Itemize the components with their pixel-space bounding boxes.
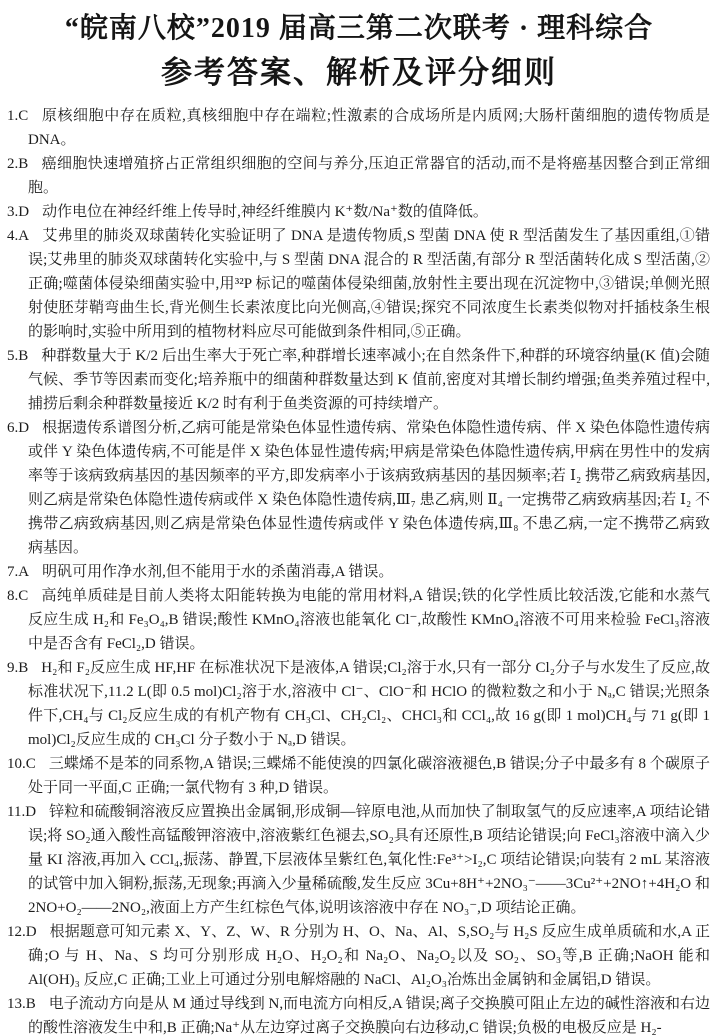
answer-item (7, 416, 710, 560)
answer-item (7, 200, 710, 224)
answer-label: 8.C (7, 588, 29, 604)
answer-explanation: 根据题意可知元素 X、Y、Z、W、R 分别为 H、O、Na、Al、S,SO₂与 H₂S 反应生成单质硫和水,A 正确;O 与 H、Na、S 均可分别形成 H₂O、H₂O₂和 Na₂O、Na₂O₂以及 SO₂、SO₃等,B 正确;NaOH 能和 Al(OH)₃ 反应,C 正确;工业上可通过分别电解熔融的 NaCl、Al₂O₃冶炼出金属钠和金属铝,D 错误。 (28, 924, 710, 988)
answer-label: 13.B (7, 996, 36, 1012)
answer-item (7, 656, 710, 752)
answer-item (7, 992, 710, 1035)
answer-label: 4.A (7, 228, 30, 244)
answer-explanation: 动作电位在神经纤维上传导时,神经纤维膜内 K⁺数/Na⁺数的值降低。 (42, 204, 488, 220)
answer-explanation: 种群数量大于 K/2 后出生率大于死亡率,种群增长速率减小;在自然条件下,种群的环境容纳量(K 值)会随气候、季节等因素而变化;培养瓶中的细菌种群数量达到 K 值前,密度对其增长制约增强;鱼类养殖过程中,捕捞后剩余种群数量接近 K/2 时有利于鱼类资源的可持续增产。 (28, 348, 710, 412)
answer-explanation: 根据遗传系谱图分析,乙病可能是常染色体显性遗传病、常染色体隐性遗传病、伴 X 染色体隐性遗传病或伴 Y 染色体遗传病,不可能是伴 X 染色体显性遗传病;甲病是常染色体隐性遗传病,甲病在男性中的发病率等于该病致病基因的基因频率的平方,即发病率小于该病致病基因的基因频率;若 Ⅰ₂ 携带乙病致病基因,则乙病是常染色体隐性遗传病或伴 X 染色体隐性遗传病,Ⅲ₇ 患乙病,则 Ⅱ₄ 一定携带乙病致病基因;若 Ⅰ₂ 不携带乙病致病基因,则乙病是常染色体显性遗传病或伴 Y 染色体遗传病,Ⅲ₈ 不患乙病,一定不携带乙病致病基因。 (28, 420, 710, 556)
answer-label: 7.A (7, 564, 30, 580)
answer-item (7, 152, 710, 200)
answer-explanation: 原核细胞中存在质粒,真核细胞中存在端粒;性激素的合成场所是内质网;大肠杆菌细胞的遗传物质是 DNA。 (28, 108, 710, 148)
answer-item (7, 752, 710, 800)
answer-item (7, 104, 710, 152)
answer-item (7, 344, 710, 416)
doc-title-line2: 参考答案、解析及评分细则 (161, 55, 557, 90)
answer-label: 2.B (7, 156, 29, 172)
answer-explanation: 三蝶烯不是苯的同系物,A 错误;三蝶烯不能使溴的四氯化碳溶液褪色,B 错误;分子中最多有 8 个碳原子处于同一平面,C 正确;一氯代物有 3 种,D 错误。 (28, 756, 710, 796)
answer-item (7, 584, 710, 656)
answer-item (7, 560, 710, 584)
answer-item (7, 920, 710, 992)
doc-title-line1: “皖南八校”2019 届高三第二次联考 · 理科综合 (64, 13, 654, 44)
answer-item (7, 224, 710, 344)
answer-explanation: 明矾可用作净水剂,但不能用于水的杀菌消毒,A 错误。 (42, 564, 394, 580)
answer-explanation: 电子流动方向是从 M 通过导线到 N,而电流方向相反,A 错误;离子交换膜可阻止左边的碱性溶液和右边的酸性溶液发生中和,B 正确;Na⁺从左边穿过离子交换膜向右边移动,C 错误;负极的电极反应是 H₂- (28, 996, 710, 1035)
answer-label: 9.B (7, 660, 29, 676)
answers-list (0, 104, 718, 1035)
answer-explanation: 癌细胞快速增殖挤占正常组织细胞的空间与养分,压迫正常器官的活动,而不是将癌基因整合到正常细胞。 (28, 156, 710, 196)
answer-explanation: 艾弗里的肺炎双球菌转化实验证明了 DNA 是遗传物质,S 型菌 DNA 使 R 型活菌发生了基因重组,①错误;艾弗里的肺炎双球菌转化实验中,与 S 型菌 DNA 混合的 R 型活菌,有部分 R 型活菌转化成 S 型活菌,②正确;噬菌体侵染细菌实验中,用³²P 标记的噬菌体侵染细菌,放射性主要出现在沉淀物中,③错误;单侧光照射使胚芽鞘弯曲生长,背光侧生长素浓度比向光侧高,④错误;探究不同浓度生长素类似物对扦插枝条生根的影响时,实验中所用到的植物材料应尽可能做到条件相同,⑤正确。 (28, 228, 710, 340)
answer-label: 11.D (7, 804, 37, 820)
answer-explanation: H₂和 F₂反应生成 HF,HF 在标准状况下是液体,A 错误;Cl₂溶于水,只有一部分 Cl₂分子与水发生了反应,故标准状况下,11.2 L(即 0.5 mol)Cl₂溶于水,溶液中 Cl⁻、ClO⁻和 HClO 的微粒数之和小于 Nₐ,C 错误;光照条件下,CH₄与 Cl₂反应生成的有机产物有 CH₃Cl、CH₂Cl₂、CHCl₃和 CCl₄,故 16 g(即 1 mol)CH₄与 71 g(即 1 mol)Cl₂反应生成的 CH₃Cl 分子数小于 Nₐ,D 错误。 (28, 660, 710, 748)
answer-label: 6.D (7, 420, 30, 436)
answer-label: 10.C (7, 756, 36, 772)
answer-label: 12.D (7, 924, 37, 940)
answer-explanation: 高纯单质硅是目前人类将太阳能转换为电能的常用材料,A 错误;铁的化学性质比较活泼,它能和水蒸气反应生成 H₂和 Fe₃O₄,B 错误;酸性 KMnO₄溶液也能氧化 Cl⁻,故酸性 KMnO₄溶液不可用来检验 FeCl₃溶液中是否含有 FeCl₂,D 错误。 (28, 588, 710, 652)
answer-explanation: 锌粒和硫酸铜溶液反应置换出金属铜,形成铜—锌原电池,从而加快了制取氢气的反应速率,A 项结论错误;将 SO₂通入酸性高锰酸钾溶液中,溶液紫红色褪去,SO₂具有还原性,B 项结论错误;向 FeCl₃溶液中滴入少量 KI 溶液,再加入 CCl₄,振荡、静置,下层液体呈紫红色,氧化性:Fe³⁺>I₂,C 项结论错误;向装有 2 mL 某溶液的试管中加入铜粉,振荡,无现象;再滴入少量稀硫酸,发生反应 3Cu+8H⁺+2NO₃⁻——3Cu²⁺+2NO↑+4H₂O 和 2NO+O₂——2NO₂,液面上方产生红棕色气体,说明该溶液中存在 NO₃⁻,D 项结论正确。 (28, 804, 710, 916)
answer-label: 3.D (7, 204, 30, 220)
answer-item (7, 800, 710, 920)
answer-label: 1.C (7, 108, 29, 124)
answer-label: 5.B (7, 348, 29, 364)
